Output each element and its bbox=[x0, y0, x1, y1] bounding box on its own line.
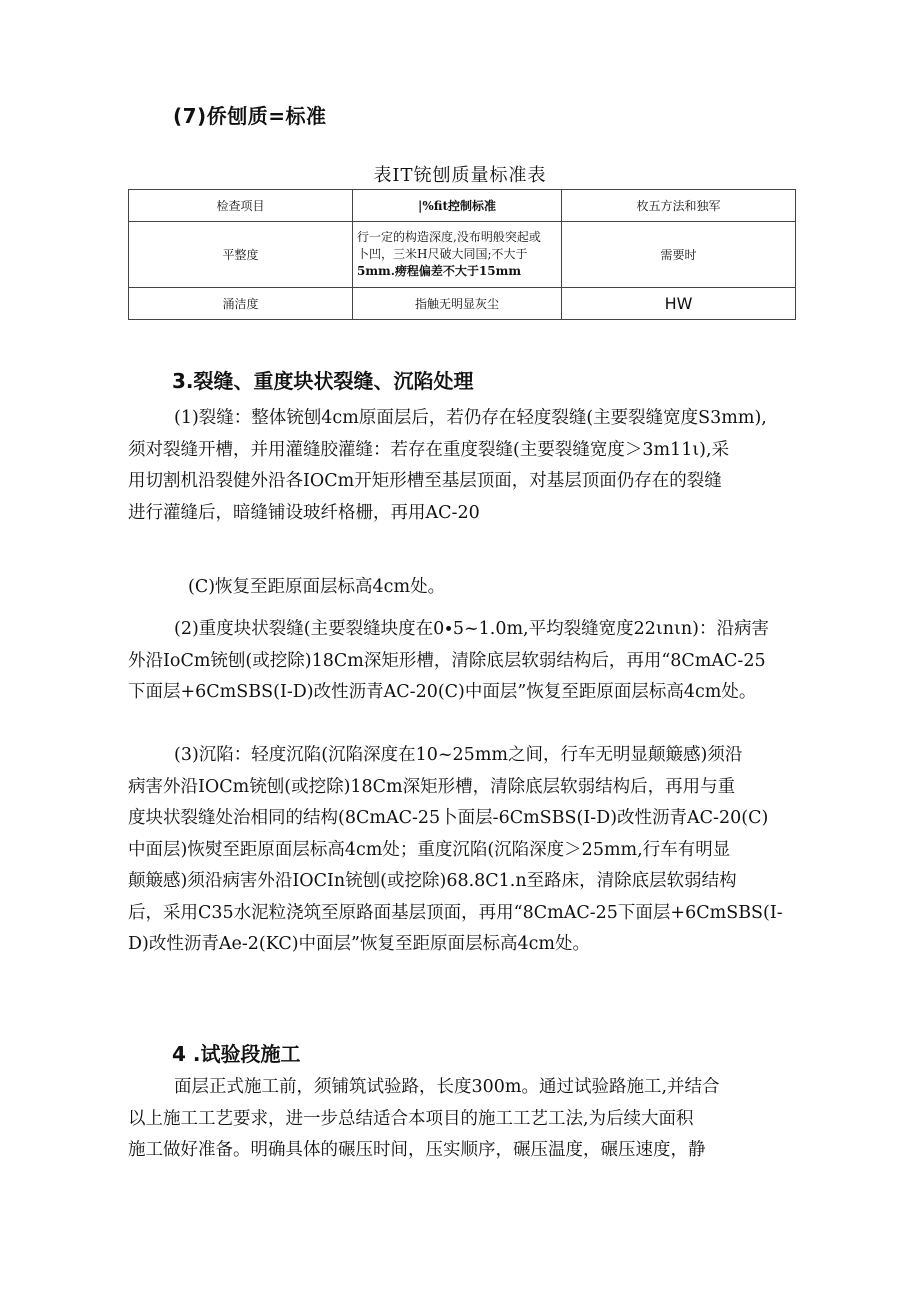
paragraph-block-crack bbox=[128, 614, 798, 709]
table-header-cell: |%fit控制标准 bbox=[353, 190, 562, 222]
text-line: (3)沉陷：轻度沉陷(沉陷深度在10~25mm之间，行车无明显颠簸感)须沿 bbox=[174, 745, 743, 765]
table-cell-method: HW bbox=[562, 288, 796, 320]
section-heading-7: (7)侨刨质=标准 bbox=[173, 104, 327, 128]
text-line: D)改性沥青Ae-2(KC)中面层”恢复至距原面层标高4cm处。 bbox=[128, 934, 591, 954]
text-line: 外沿IoCm铳刨(或挖除)18Cm深矩形槽，清除底层软弱结构后，再用“8CmAC-25 bbox=[128, 650, 766, 671]
standard-line: 5mm.痨程偏差不大于15mm bbox=[357, 264, 522, 278]
text-line: 颠簸感)须沿病害外沿IOCIn铳刨(或挖除)68.8C1.n至路床，清除底层软弱结构 bbox=[128, 871, 737, 891]
table-cell-method: 需要时 bbox=[562, 222, 796, 288]
table-row bbox=[129, 222, 796, 288]
text-line: 度块状裂缝处治相同的结构(8CmAC-25卜面层-6CmSBS(I-D)改性沥青AC-20(C) bbox=[128, 808, 769, 828]
text-line: 后，采用C35水泥粒浇筑至原路面基层顶面，再用“8CmAC-25下面层+6CmSBS(I- bbox=[128, 902, 783, 923]
text-line: 用切割机沿裂健外沿各IOCm开矩形槽至基层顶面，对基层顶面仍存在的裂缝 bbox=[128, 471, 722, 491]
section-heading-4: 4 .试验段施工 bbox=[172, 1042, 301, 1066]
paragraph-crack-continued bbox=[128, 572, 798, 604]
text-line: 中面层)恢熨至距原面层标高4cm处；重度沉陷(沉陷深度＞25mm,行车有明显 bbox=[128, 839, 731, 860]
standard-line: 行一定的构造深度,没布明般突起或 bbox=[357, 230, 541, 244]
text-line: 下面层+6CmSBS(I-D)改性沥青AC-20(C)中面层”恢复至距原面层标高4cm处。 bbox=[128, 682, 757, 702]
table-cell-item: 涌洁度 bbox=[129, 288, 353, 320]
text-line: 须对裂缝开槽，并用灌缝胶灌缝：若存在重度裂缝(主要裂缝宽度＞3m11ι),采 bbox=[128, 439, 730, 460]
text-line: (C)恢复至距原面层标高4cm处。 bbox=[188, 577, 446, 597]
paragraph-test-section bbox=[128, 1072, 798, 1167]
paragraph-crack bbox=[128, 403, 798, 529]
table-row bbox=[129, 288, 796, 320]
table-caption: 表IT铳刨质量标准表 bbox=[373, 165, 547, 186]
table-header-cell: 检查项目 bbox=[129, 190, 353, 222]
text-line: 施工做好准备。明确具体的碾压时间，压实顺序，碾压温度，碾压速度，静 bbox=[128, 1140, 706, 1160]
text-line: 病害外沿IOCm铳刨(或挖除)18Cm深矩形槽，清除底层软弱结构后，再用与重 bbox=[128, 776, 736, 797]
text-line: 进行灌缝后，暗缝铺设玻纤格栅，再用AC-20 bbox=[128, 502, 480, 523]
text-line: 面层正式施工前，须铺筑试验路，长度300m。通过试验路施工,并结合 bbox=[174, 1077, 720, 1097]
table-header-row bbox=[129, 190, 796, 222]
table-cell-standard bbox=[353, 222, 562, 288]
standard-line: 卜凹，三米H尺破大同国;不大于 bbox=[357, 247, 528, 261]
table-cell-item: 平整度 bbox=[129, 222, 353, 288]
text-line: (1)裂缝：整体铳刨4cm原面层后，若仍存在轻度裂缝(主要裂缝宽度S3mm), bbox=[174, 408, 767, 428]
section-heading-3: 3.裂缝、重度块状裂缝、沉陷处理 bbox=[172, 369, 474, 393]
table-header-cell: 枚五方法和独军 bbox=[562, 190, 796, 222]
quality-standard-table bbox=[128, 189, 796, 320]
paragraph-subsidence bbox=[128, 740, 798, 961]
text-line: (2)重度块状裂缝(主要裂缝块度在0∙5~1.0m,平均裂缝宽度22ιnιn)：沿病害 bbox=[174, 619, 769, 639]
text-line: 以上施工工艺要求，进一步总结适合本项目的施工工艺工法,为后续大面积 bbox=[128, 1108, 694, 1129]
table-cell-standard: 指触无明显灰尘 bbox=[353, 288, 562, 320]
